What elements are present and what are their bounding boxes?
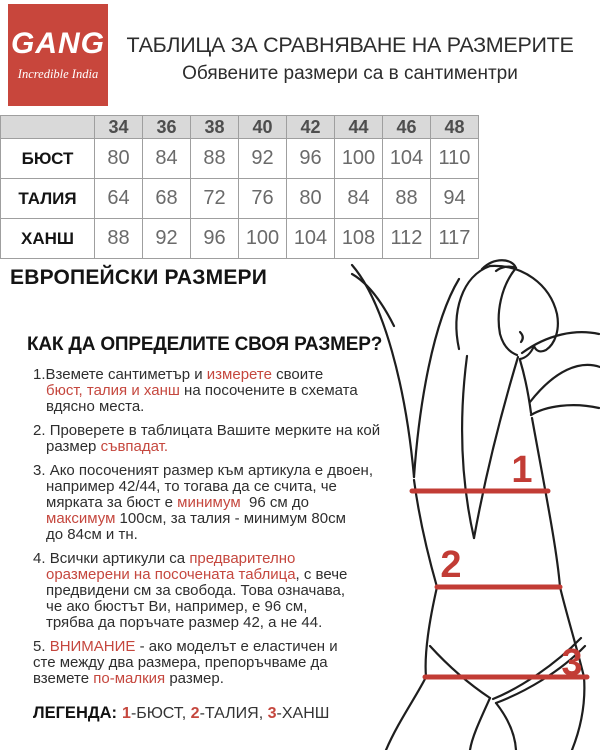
measurement-value: 100 xyxy=(335,139,383,179)
instruction-text: вдясно места. xyxy=(46,398,145,415)
legend-entries xyxy=(122,705,329,722)
measurement-value: 96 xyxy=(191,219,239,259)
waist-marker: 2 xyxy=(440,544,462,586)
instruction-text: размер xyxy=(46,438,101,455)
measurement-value: 80 xyxy=(287,179,335,219)
measurement-value: 88 xyxy=(191,139,239,179)
instruction-text-red: оразмерени на посочената таблица xyxy=(46,566,296,583)
measurement-value: 88 xyxy=(95,219,143,259)
instruction-text: например 42/44, то тогава да се счита, че xyxy=(46,478,337,495)
brand-logo xyxy=(8,4,108,106)
measurement-row xyxy=(1,219,479,259)
instruction-item xyxy=(33,551,405,631)
instruction-text-red: съвпадат. xyxy=(100,438,169,455)
legend xyxy=(33,704,329,723)
instruction-text: Ако посоченият размер към артикула е двоен, xyxy=(49,462,374,479)
how-to-heading: КАК ДА ОПРЕДЕЛИТЕ СВОЯ РАЗМЕР? xyxy=(27,334,383,355)
instruction-text: Проверете в таблицата Вашите мерките на кой xyxy=(49,422,381,439)
measurement-value: 88 xyxy=(383,179,431,219)
bust-marker: 1 xyxy=(511,449,533,491)
size-column-header: 48 xyxy=(431,116,479,139)
measurement-value: 117 xyxy=(431,219,479,259)
instruction-text: трябва да поръчате размер 42, а не 44. xyxy=(46,614,323,631)
measurement-row xyxy=(1,139,479,179)
size-column-header: 36 xyxy=(143,116,191,139)
size-column-header: 44 xyxy=(335,116,383,139)
legend-number: 1 xyxy=(122,705,131,722)
measurement-value: 64 xyxy=(95,179,143,219)
measurement-value: 92 xyxy=(239,139,287,179)
instruction-text: 96 см до xyxy=(240,494,309,511)
size-table xyxy=(0,115,479,259)
legend-entry-text: -БЮСТ, xyxy=(130,705,191,722)
instruction-text: Вземете сантиметър и xyxy=(45,366,207,383)
corner-cell xyxy=(1,116,95,139)
instruction-text: сте между два размера, препоръчваме да xyxy=(33,654,328,671)
european-sizes-heading: ЕВРОПЕЙСКИ РАЗМЕРИ xyxy=(10,266,268,289)
measurement-value: 68 xyxy=(143,179,191,219)
size-table-body xyxy=(1,139,479,259)
measurement-value: 94 xyxy=(431,179,479,219)
measurement-value: 108 xyxy=(335,219,383,259)
instruction-number: 2. xyxy=(33,422,50,439)
instruction-text-red: минимум xyxy=(177,494,241,511)
instruction-item xyxy=(33,463,405,543)
instruction-text: 100см, за талия - минимум 80см xyxy=(115,510,346,527)
measurement-lines xyxy=(412,491,587,677)
measurement-markers xyxy=(440,449,582,684)
measurement-value: 84 xyxy=(335,179,383,219)
instructions-list xyxy=(33,367,405,695)
instruction-text: своите xyxy=(271,366,324,383)
measurement-label: ТАЛИЯ xyxy=(1,179,95,219)
page-title: ТАБЛИЦА ЗА СРАВНЯВАНЕ НА РАЗМЕРИТЕ xyxy=(126,33,574,57)
measurement-row xyxy=(1,179,479,219)
measurement-value: 104 xyxy=(383,139,431,179)
hip-marker: 3 xyxy=(561,642,583,684)
instruction-number: 1. xyxy=(33,366,46,383)
measurement-value: 84 xyxy=(143,139,191,179)
measurement-label: БЮСТ xyxy=(1,139,95,179)
instruction-text-red: по-малкия xyxy=(93,670,166,687)
measurement-value: 92 xyxy=(143,219,191,259)
instruction-text: размер. xyxy=(165,670,224,687)
instruction-text: предвидени см за свобода. Това означава, xyxy=(46,582,346,599)
page-subtitle: Обявените размери са в сантиментри xyxy=(182,63,518,84)
measurement-value: 112 xyxy=(383,219,431,259)
legend-entry-text: -ТАЛИЯ, xyxy=(199,705,268,722)
title-block xyxy=(108,33,592,85)
measurement-value: 100 xyxy=(239,219,287,259)
size-column-header: 42 xyxy=(287,116,335,139)
size-column-header: 38 xyxy=(191,116,239,139)
legend-label: ЛЕГЕНДА: xyxy=(33,704,118,722)
measurement-value: 110 xyxy=(431,139,479,179)
instruction-text: че ако бюстът Ви, например, е 96 см, xyxy=(46,598,308,615)
instruction-text: Всички артикули са xyxy=(49,550,190,567)
measurement-value: 96 xyxy=(287,139,335,179)
instruction-text: вземете xyxy=(33,670,94,687)
instruction-number: 5. xyxy=(33,638,50,655)
instruction-number: 3. xyxy=(33,462,50,479)
size-column-header: 40 xyxy=(239,116,287,139)
legend-number: 2 xyxy=(190,705,200,722)
instruction-text: , с вече xyxy=(295,566,348,583)
legend-number: 3 xyxy=(267,705,277,722)
legend-entry-text: -ХАНШ xyxy=(276,705,330,722)
brand-tagline: Incredible India xyxy=(17,66,99,81)
instruction-text-red: бюст, талия и ханш xyxy=(46,382,180,399)
size-table-header-row xyxy=(1,116,479,139)
instruction-item xyxy=(33,367,405,415)
instruction-item xyxy=(33,639,405,687)
instruction-text: мярката за бюст е xyxy=(46,494,178,511)
instruction-number: 4. xyxy=(33,550,50,567)
size-column-header: 46 xyxy=(383,116,431,139)
measurement-value: 104 xyxy=(287,219,335,259)
instruction-item xyxy=(33,423,405,455)
measurement-value: 72 xyxy=(191,179,239,219)
instruction-text-red: максимум xyxy=(46,510,116,527)
measurement-value: 80 xyxy=(95,139,143,179)
instruction-text-red: ВНИМАНИЕ xyxy=(49,638,136,655)
measurement-label: ХАНШ xyxy=(1,219,95,259)
instruction-text: - ако моделът е еластичен и xyxy=(135,638,338,655)
size-column-header: 34 xyxy=(95,116,143,139)
measurement-value: 76 xyxy=(239,179,287,219)
instruction-text-red: измерете xyxy=(206,366,272,383)
instruction-text: до 84см и тн. xyxy=(46,526,138,543)
instruction-text: на посочените в схемата xyxy=(179,382,358,399)
instruction-text-red: предварително xyxy=(189,550,296,567)
brand-name: GANG xyxy=(11,26,105,60)
